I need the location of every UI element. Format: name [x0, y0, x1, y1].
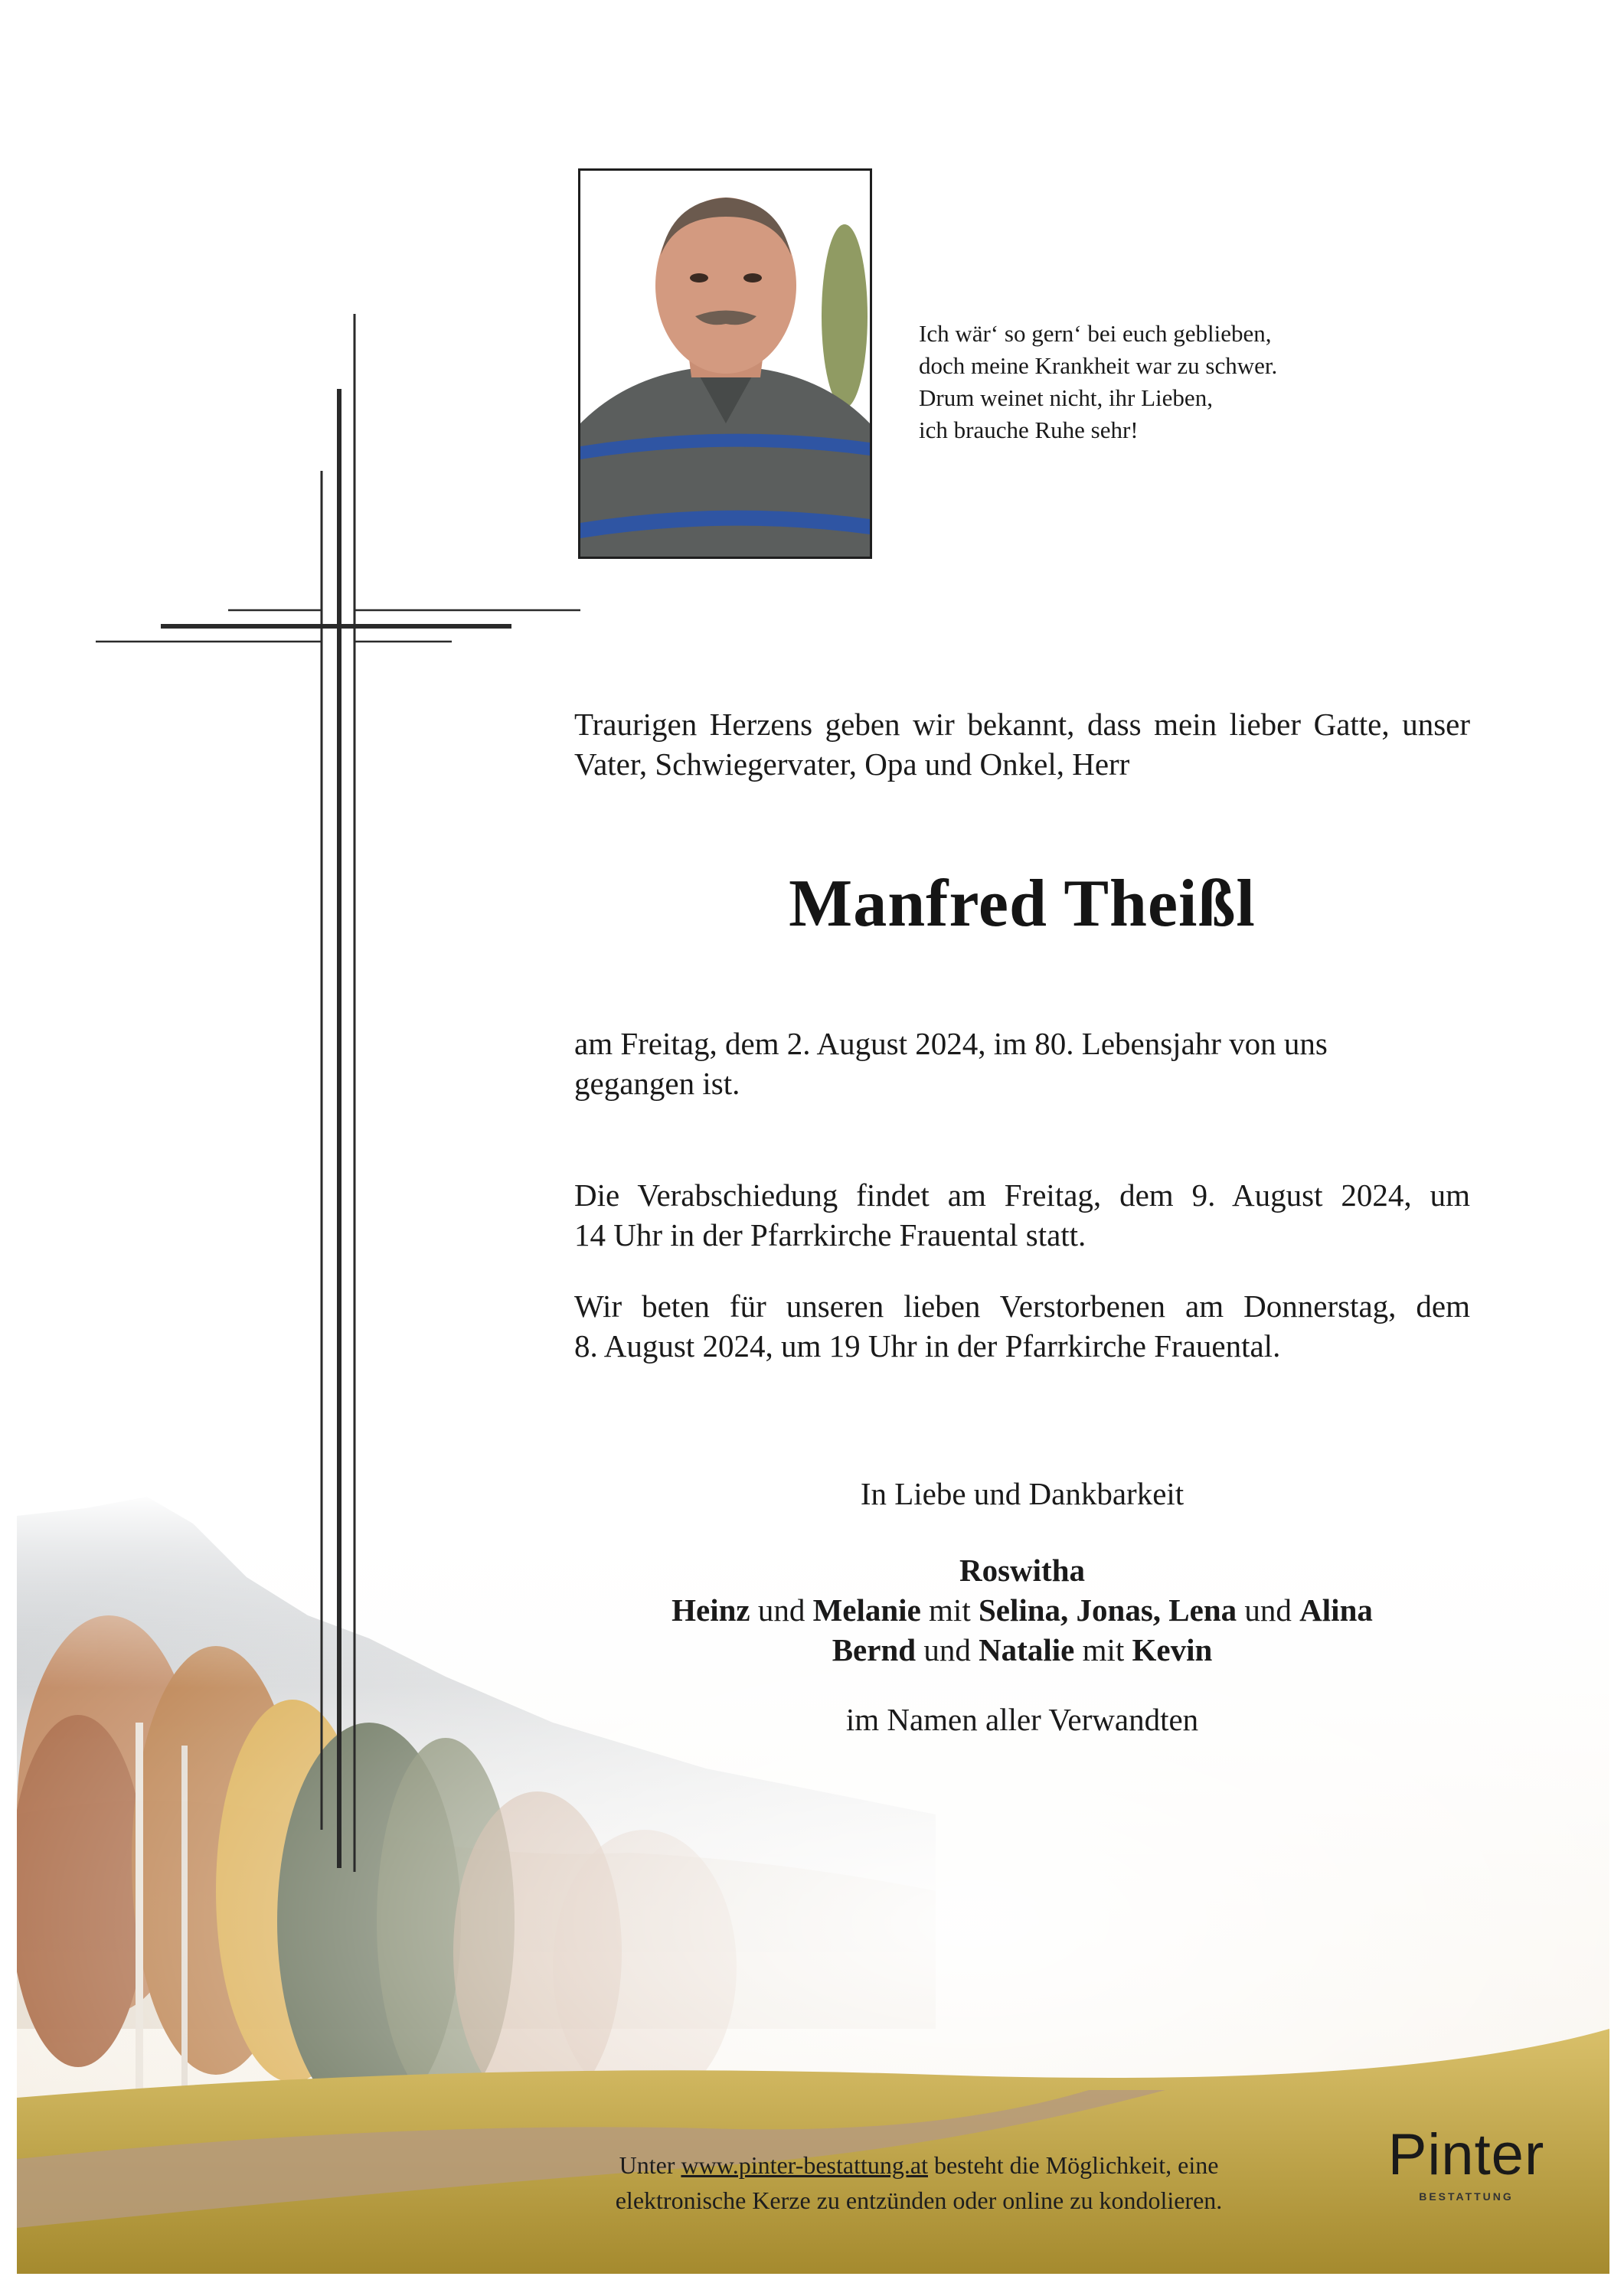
mourner-name: Selina, Jonas, Lena	[978, 1592, 1237, 1628]
mourner-name: Alina	[1299, 1592, 1373, 1628]
mourners-opening: In Liebe und Dankbarkeit	[860, 1476, 1185, 1511]
mourners-closing: im Namen aller Verwandten	[845, 1702, 1199, 1737]
poem-line: doch meine Krankheit war zu schwer.	[919, 352, 1278, 379]
intro-line: Vater, Schwiegervater, Opa und Onkel, Herr	[574, 746, 1130, 782]
footer-text: besteht die Möglichkeit, eine	[927, 2151, 1219, 2179]
connector: und	[1237, 1592, 1300, 1628]
website-link[interactable]: www.pinter-bestattung.at	[681, 2151, 928, 2179]
mourner-family-line	[574, 1590, 1470, 1630]
connector: und	[750, 1592, 813, 1628]
passing-line: gegangen ist.	[574, 1066, 740, 1101]
mourner-name: Melanie	[812, 1592, 921, 1628]
mourner-spouse: Roswitha	[959, 1553, 1086, 1588]
portrait-photo	[578, 168, 872, 559]
announcement-intro	[574, 704, 1470, 784]
logo-subtitle: BESTATTUNG	[1419, 2190, 1514, 2203]
mourner-name: Bernd	[832, 1632, 917, 1667]
footer-text: Unter	[619, 2151, 681, 2179]
connector: und	[916, 1632, 979, 1667]
farewell-text	[574, 1175, 1470, 1255]
farewell-line: Die Verabschiedung findet am Freitag, dem 9. August 2024, um	[574, 1177, 1470, 1213]
footer-text: elektronische Kerze zu entzünden oder online zu kondolieren.	[615, 2187, 1223, 2214]
deceased-name: Manfred Theißl	[789, 867, 1256, 941]
mourner-name: Kevin	[1132, 1632, 1213, 1667]
farewell-line: 14 Uhr in der Pfarrkirche Frauental statt.	[574, 1217, 1086, 1253]
passing-text	[574, 1024, 1470, 1103]
poem-line: Ich wär‘ so gern‘ bei euch geblieben,	[919, 320, 1272, 347]
prayer-line: 8. August 2024, um 19 Uhr in der Pfarrkirche Frauental.	[574, 1328, 1281, 1364]
footer-note	[536, 2147, 1302, 2218]
logo-wordmark: Pinter	[1387, 2122, 1545, 2187]
connector: mit	[920, 1592, 979, 1628]
poem-line: Drum weinet nicht, ihr Lieben,	[919, 384, 1213, 411]
pinter-logo	[1378, 2122, 1554, 2203]
poem	[919, 318, 1277, 446]
mourners-list	[574, 1550, 1470, 1670]
poem-line: ich brauche Ruhe sehr!	[919, 416, 1139, 443]
mourner-family-line	[574, 1630, 1470, 1670]
passing-line: am Freitag, dem 2. August 2024, im 80. Lebensjahr von uns	[574, 1026, 1328, 1061]
cross-icon	[0, 0, 613, 1914]
mourner-name: Natalie	[979, 1632, 1075, 1667]
prayer-line: Wir beten für unseren lieben Verstorbenen am Donnerstag, dem	[574, 1288, 1470, 1324]
mourner-name: Heinz	[671, 1592, 750, 1628]
connector: mit	[1074, 1632, 1132, 1667]
prayer-text	[574, 1286, 1470, 1366]
intro-line: Traurigen Herzens geben wir bekannt, dass mein lieber Gatte, unser	[574, 707, 1470, 742]
